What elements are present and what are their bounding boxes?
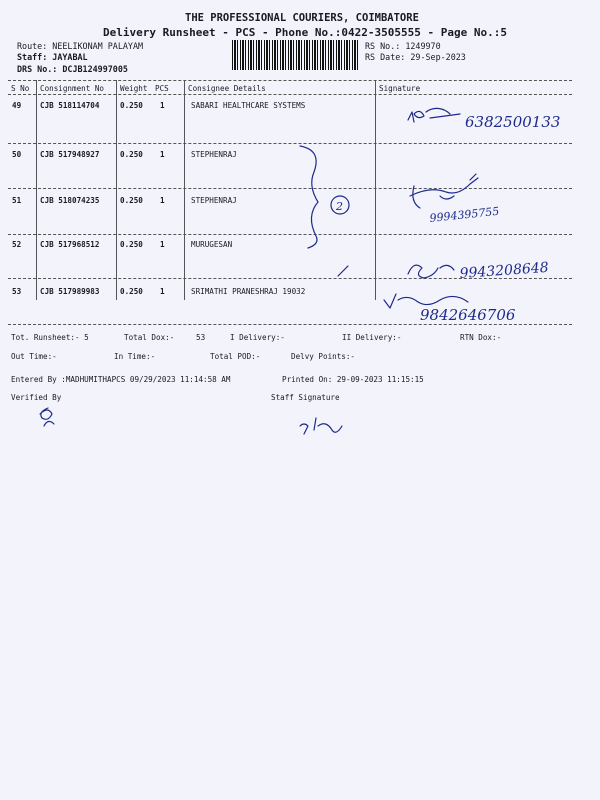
- staff-label: Staff: JAYABAL: [17, 52, 88, 62]
- drs-number: DRS No.: DCJB124997005: [17, 64, 128, 74]
- route-label: Route: NEELIKONAM PALAYAM: [17, 41, 144, 51]
- phone-note: 9842646706: [420, 306, 516, 324]
- total-dox-label: Total Dox:-: [124, 333, 175, 342]
- row-sno: 52: [12, 240, 22, 249]
- row-consignee: SRIMATHI PRANESHRAJ 19032: [191, 287, 306, 296]
- row-consignment: CJB 518074235: [40, 196, 100, 205]
- verifier-initials: [40, 408, 54, 426]
- phone-note: 6382500133: [465, 113, 561, 131]
- row-pcs: 1: [160, 240, 165, 249]
- row-pcs: 1: [160, 196, 165, 205]
- row-consignment: CJB 517989983: [40, 287, 100, 296]
- delvy-points: Delvy Points:-: [291, 352, 356, 361]
- phone-note: 9994395755: [428, 204, 500, 225]
- row-weight: 0.250: [120, 150, 143, 159]
- row-weight: 0.250: [120, 196, 143, 205]
- printed-on: Printed On: 29-09-2023 11:15:15: [282, 375, 424, 384]
- row-weight: 0.250: [120, 287, 143, 296]
- circled-number: 2: [336, 200, 343, 213]
- verified-by: Verified By: [11, 393, 62, 402]
- signature-scribble: [408, 265, 454, 278]
- out-time: Out Time:-: [11, 352, 57, 361]
- total-dox-value: 53: [196, 333, 206, 342]
- row-sno: 53: [12, 287, 22, 296]
- row-consignment: CJB 517968512: [40, 240, 100, 249]
- row-weight: 0.250: [120, 240, 143, 249]
- row-sno: 50: [12, 150, 22, 159]
- total-pod: Total POD:-: [210, 352, 261, 361]
- col-consignment: Consignment No: [40, 84, 105, 93]
- bracket-mark: [300, 146, 318, 248]
- col-pcs: PCS: [155, 84, 169, 93]
- phone-note: 9943208648: [459, 259, 550, 282]
- col-weight: Weight: [120, 84, 148, 93]
- rtn-dox: RTN Dox:-: [460, 333, 502, 342]
- row-sno: 49: [12, 101, 22, 110]
- runsheet-subtitle: Delivery Runsheet - PCS - Phone No.:0422-3505555 - Page No.:5: [103, 26, 507, 39]
- rs-number: RS No.: 1249970: [365, 41, 441, 51]
- row-consignee: STEPHENRAJ: [191, 196, 237, 205]
- company-title: THE PROFESSIONAL COURIERS, COIMBATORE: [185, 12, 419, 24]
- row-consignee: STEPHENRAJ: [191, 150, 237, 159]
- row-consignment: CJB 518114704: [40, 101, 100, 110]
- signature-scribble: [408, 108, 460, 122]
- entered-by: Entered By :MADHUMITHAPCS 09/29/2023 11:14:58 AM: [11, 375, 231, 384]
- tot-runsheet: Tot. Runsheet:- 5: [11, 333, 89, 342]
- col-sno: S No: [11, 84, 30, 93]
- staff-signature-scribble: [300, 418, 342, 434]
- rs-date: RS Date: 29-Sep-2023: [365, 52, 466, 62]
- row-weight: 0.250: [120, 101, 143, 110]
- row-sno: 51: [12, 196, 22, 205]
- tick-mark: [338, 266, 348, 276]
- ii-delivery: II Delivery:-: [342, 333, 402, 342]
- i-delivery: I Delivery:-: [230, 333, 285, 342]
- in-time: In Time:-: [114, 352, 156, 361]
- row-consignee: MURUGESAN: [191, 240, 233, 249]
- row-pcs: 1: [160, 101, 165, 110]
- col-signature: Signature: [379, 84, 421, 93]
- row-consignment: CJB 517948927: [40, 150, 100, 159]
- signature-scribble: [410, 174, 478, 208]
- row-pcs: 1: [160, 150, 165, 159]
- row-pcs: 1: [160, 287, 165, 296]
- staff-signature-label: Staff Signature: [271, 393, 340, 402]
- col-consignee: Consignee Details: [188, 84, 266, 93]
- row-consignee: SABARI HEALTHCARE SYSTEMS: [191, 101, 306, 110]
